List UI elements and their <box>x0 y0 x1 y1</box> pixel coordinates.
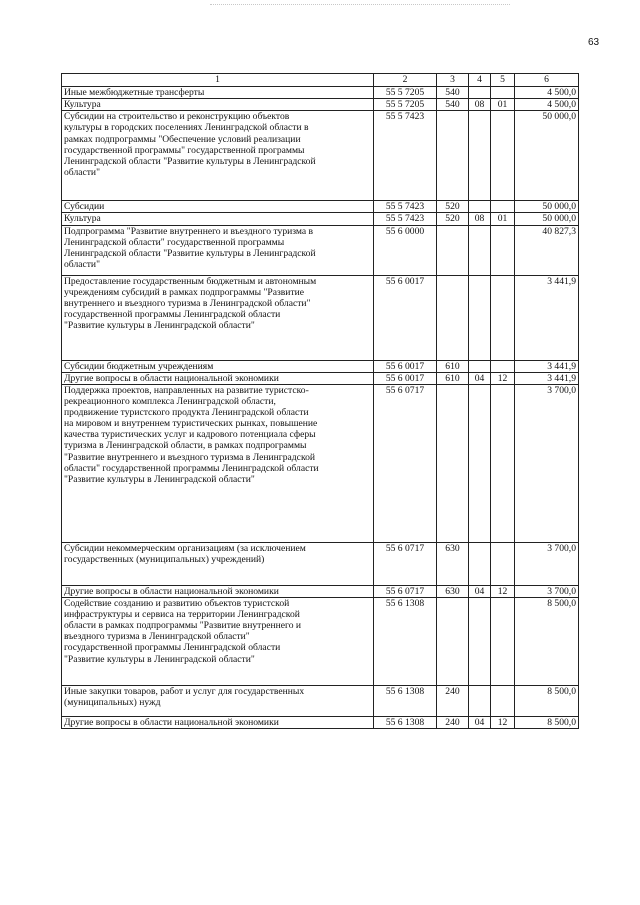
table-row <box>62 201 579 213</box>
budget-table <box>61 73 579 729</box>
cell-section: 04 <box>469 372 491 384</box>
cell-name: Поддержка проектов, направленных на развитие туристско- рекреационного комплекса Ленинградской области, продвижение туристского продукта Ленинградской области на мировом и внутреннем туристических рынках, повышение качества туристических услуг и кадрового потенциала сферы туризма в Ленинградской области, в рамках подпрограммы "Развитие внутреннего и въездного туризма в Ленинградской области" государственной программы Ленинградской области "Развитие культуры в Ленинградской области" <box>62 384 374 542</box>
table-row <box>62 99 579 111</box>
cell-subsection <box>491 275 515 360</box>
cell-expense-type <box>437 384 469 542</box>
header-col-6: 6 <box>515 74 579 87</box>
cell-sum: 3 700,0 <box>515 542 579 585</box>
cell-code: 55 5 7205 <box>374 87 437 99</box>
cell-code: 55 6 0717 <box>374 542 437 585</box>
cell-subsection: 12 <box>491 585 515 597</box>
cell-name: Субсидии некоммерческим организациям (за исключением государственных (муниципальных) учреждений) <box>62 542 374 585</box>
cell-sum: 8 500,0 <box>515 716 579 728</box>
cell-code: 55 6 1308 <box>374 597 437 685</box>
cell-expense-type: 240 <box>437 685 469 716</box>
table-row <box>62 372 579 384</box>
cell-sum: 3 441,9 <box>515 360 579 372</box>
cell-section: 04 <box>469 585 491 597</box>
table-row <box>62 542 579 585</box>
table-row <box>62 360 579 372</box>
cell-subsection: 01 <box>491 213 515 225</box>
header-col-3: 3 <box>437 74 469 87</box>
cell-code: 55 5 7423 <box>374 111 437 201</box>
cell-sum: 3 441,9 <box>515 275 579 360</box>
header-col-2: 2 <box>374 74 437 87</box>
cell-expense-type: 540 <box>437 87 469 99</box>
cell-code: 55 6 0717 <box>374 585 437 597</box>
cell-sum: 4 500,0 <box>515 99 579 111</box>
cell-code: 55 6 0017 <box>374 372 437 384</box>
cell-sum: 3 441,9 <box>515 372 579 384</box>
cell-expense-type: 610 <box>437 372 469 384</box>
cell-code: 55 5 7423 <box>374 201 437 213</box>
cell-subsection <box>491 597 515 685</box>
cell-code: 55 6 0017 <box>374 275 437 360</box>
cell-subsection <box>491 111 515 201</box>
cell-expense-type <box>437 111 469 201</box>
cell-expense-type: 540 <box>437 99 469 111</box>
table-row <box>62 585 579 597</box>
header-col-4: 4 <box>469 74 491 87</box>
cell-sum: 50 000,0 <box>515 111 579 201</box>
cell-name: Иные закупки товаров, работ и услуг для государственных (муниципальных) нужд <box>62 685 374 716</box>
cell-sum: 8 500,0 <box>515 597 579 685</box>
cell-section <box>469 597 491 685</box>
header-col-1: 1 <box>62 74 374 87</box>
cell-name: Культура <box>62 213 374 225</box>
cell-expense-type: 520 <box>437 213 469 225</box>
cell-section: 08 <box>469 213 491 225</box>
cell-name: Другие вопросы в области национальной экономики <box>62 372 374 384</box>
cell-code: 55 6 0000 <box>374 225 437 275</box>
cell-sum: 8 500,0 <box>515 685 579 716</box>
table-row <box>62 87 579 99</box>
table-row <box>62 111 579 201</box>
table-row <box>62 597 579 685</box>
cell-subsection: 12 <box>491 716 515 728</box>
cell-name: Предоставление государственным бюджетным и автономным учреждениям субсидий в рамках подпрограммы "Развитие внутреннего и въездного туризма в Ленинградской области" государственной программы Ленинградской области "Развитие культуры в Ленинградской области" <box>62 275 374 360</box>
cell-name: Другие вопросы в области национальной экономики <box>62 585 374 597</box>
cell-sum: 50 000,0 <box>515 201 579 213</box>
cell-expense-type <box>437 225 469 275</box>
cell-section <box>469 275 491 360</box>
cell-expense-type: 630 <box>437 585 469 597</box>
cell-code: 55 6 0717 <box>374 384 437 542</box>
cell-section <box>469 384 491 542</box>
header-col-5: 5 <box>491 74 515 87</box>
cell-sum: 3 700,0 <box>515 585 579 597</box>
cell-section <box>469 542 491 585</box>
cell-section: 08 <box>469 99 491 111</box>
cell-name: Субсидии <box>62 201 374 213</box>
cell-subsection <box>491 201 515 213</box>
cell-name: Другие вопросы в области национальной экономики <box>62 716 374 728</box>
cell-section <box>469 685 491 716</box>
cell-expense-type: 630 <box>437 542 469 585</box>
cell-code: 55 5 7205 <box>374 99 437 111</box>
cell-section <box>469 225 491 275</box>
scan-artifact-line <box>210 0 510 5</box>
cell-expense-type: 240 <box>437 716 469 728</box>
cell-subsection <box>491 225 515 275</box>
cell-subsection <box>491 87 515 99</box>
cell-subsection <box>491 384 515 542</box>
cell-section <box>469 111 491 201</box>
cell-sum: 4 500,0 <box>515 87 579 99</box>
header-row <box>62 74 579 87</box>
cell-subsection: 01 <box>491 99 515 111</box>
cell-code: 55 6 0017 <box>374 360 437 372</box>
cell-subsection <box>491 542 515 585</box>
cell-subsection: 12 <box>491 372 515 384</box>
cell-section: 04 <box>469 716 491 728</box>
table-body <box>62 87 579 729</box>
cell-expense-type: 610 <box>437 360 469 372</box>
cell-section <box>469 201 491 213</box>
cell-subsection <box>491 360 515 372</box>
cell-name: Содействие созданию и развитию объектов туристской инфраструктуры и сервиса на территории Ленинградской области в рамках подпрограммы "Развитие внутреннего и въездного туризма в Ленинградской области" государственной программы Ленинградской области "Развитие культуры в Ленинградской области" <box>62 597 374 685</box>
table-row <box>62 213 579 225</box>
cell-section <box>469 87 491 99</box>
cell-expense-type <box>437 597 469 685</box>
cell-expense-type: 520 <box>437 201 469 213</box>
cell-code: 55 6 1308 <box>374 685 437 716</box>
table-row <box>62 225 579 275</box>
cell-sum: 40 827,3 <box>515 225 579 275</box>
cell-name: Культура <box>62 99 374 111</box>
table-row <box>62 384 579 542</box>
page-number: 63 <box>588 37 600 48</box>
cell-expense-type <box>437 275 469 360</box>
table-row <box>62 275 579 360</box>
table-row <box>62 716 579 728</box>
cell-name: Субсидии бюджетным учреждениям <box>62 360 374 372</box>
cell-sum: 50 000,0 <box>515 213 579 225</box>
cell-section <box>469 360 491 372</box>
cell-code: 55 6 1308 <box>374 716 437 728</box>
cell-name: Иные межбюджетные трансферты <box>62 87 374 99</box>
cell-name: Подпрограмма "Развитие внутреннего и въездного туризма в Ленинградской области" государственной программы Ленинградской области "Развитие культуры в Ленинградской области" <box>62 225 374 275</box>
table-row <box>62 685 579 716</box>
cell-code: 55 5 7423 <box>374 213 437 225</box>
cell-subsection <box>491 685 515 716</box>
cell-name: Субсидии на строительство и реконструкцию объектов культуры в городских поселениях Ленинградской области в рамках подпрограммы "Обеспечение условий реализации государственной программы" государственной программы Ленинградской области "Развитие культуры в Ленинградской области" <box>62 111 374 201</box>
cell-sum: 3 700,0 <box>515 384 579 542</box>
